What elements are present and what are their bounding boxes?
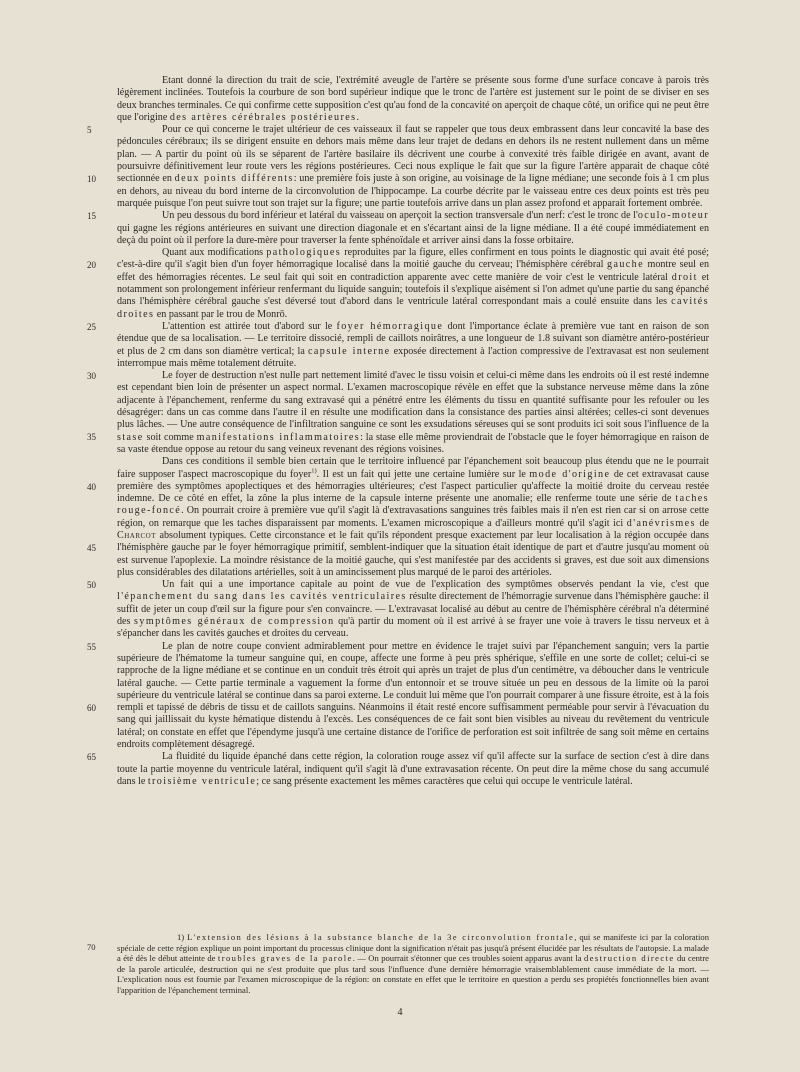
text-run: destruction directe: [583, 953, 675, 964]
text-run: . — On pourrait s'étonner que ces troubles soient apparus avant la: [352, 953, 584, 964]
text-run: oculo-moteur: [637, 210, 709, 222]
text-run: de cet extravasat cause première des symptômes apoplectiques et des hémorragies ultérieures; c'est l'aspect particulier qu'affecte la moitié droite du cerveau restée indemne. De ce côté en effet, la zône la plus interne de la capsule interne présente une anomalie; elle renferme toute une série de: [117, 468, 709, 505]
text-run: gauche: [607, 259, 644, 271]
text-run: . Il est un fait qui jette une certaine lumière sur le: [316, 468, 530, 480]
line-number: 5: [87, 125, 92, 135]
line-number: 60: [87, 702, 96, 713]
text-run: L'extension des lésions à la substance blanche de la 3e circonvolution frontale: [187, 932, 575, 942]
text-run: Charcot: [117, 529, 157, 541]
paragraph: [87, 210, 709, 247]
text-run: deux points différents: [174, 173, 294, 185]
footnote-ref: 1): [311, 467, 317, 475]
text-run: résulte directement de l'hémorragie survenue dans l'hémisphère gauche: il suffit de jeter un coup d'œil sur la figure pour s'en convaincre. — L'extravasat localisé au début au centre de l'hémisphère cérébral n'a déterminé des: [117, 591, 709, 628]
text-run: cavités droites: [117, 296, 709, 320]
text-run: : une première fois juste à son origine, au voisinage de la ligne médiane; une seconde fois à 1 cm plus en dehors, au niveau du bord interne de la circonvolution de l'hippocampe. La courbe décrite par le vaisseau entre ces deux points est très peu marquée puisque l'on peut suivre tout son trajet sur la figure; une partie toutefois arrive dans un plan assez profond et apparait fortement ombrée.: [117, 173, 710, 209]
line-number: 20: [87, 260, 96, 271]
footnote: [87, 932, 709, 996]
line-number: 45: [87, 543, 96, 554]
text-run: Dans ces conditions il semble bien certain que le territoire influencé par l'épanchement soit beaucoup plus étendu que ne le pourrait faire supposer l'aspect macroscopique du foyer: [117, 456, 709, 480]
text-run: 1): [177, 932, 188, 942]
text-run: montre seul en effet des hémorragies récentes. Le seul fait qui soit en contradiction apparente avec cette manière de voir c'est le ventricule latéral: [117, 259, 709, 283]
paragraph: [87, 370, 709, 456]
text-run: foyer hémorragique: [336, 320, 444, 332]
text-run: et notamment son prolongement inférieur renfermant du liquide sanguin; toutefois il s'explique aisément si l'on admet qu'une partie du sang épanché dans l'hémisphère cérébral gauche s'est déversé tout d'abord dans le ventricule latéral correspondant mais a coulé ensuite dans les: [117, 271, 709, 308]
paragraph: [87, 579, 709, 640]
text-run: Etant donné la direction du trait de scie, l'extrémité aveugle de l'artère se présente sous forme d'une surface concave à parois très légèrement inclinées. Toutefois la courbure de son bord supérieur indique que le tronc de l'artère est justement sur le point de se diviser en ses deux branches terminales. Ce qui confirme cette supposition c'est qu'au fond de la concavité on aperçoit de chaque côté, un orifice qui ne peut être que l'origine: [117, 75, 709, 123]
footnotes: [87, 932, 709, 996]
text-run: capsule interne: [308, 345, 391, 357]
text-run: en passant par le trou de Monrō.: [154, 308, 288, 320]
page-number: 4: [397, 1007, 403, 1018]
line-number: 40: [87, 482, 96, 493]
text-run: Pour ce qui concerne le trajet ultérieur de ces vaisseaux il faut se rappeler que tous deux embrassent dans leur concavité la base des pédoncules cérébraux; ils se dirigent ensuite en dehors mais même dans leur trajet de dedans en dehors ils ne restent nullement dans un même plan. — A partir du point où ils se séparent de l'artère basilaire ils décrivent une courbe à convexité très faible dirigée en avant, avant de poursuivre définitivement leur route vers les régions postérieures. Ceci nous explique le fait que sur la figure l'artère apparait de chaque côté sectionnée en: [117, 124, 709, 185]
line-number: 65: [87, 752, 96, 763]
paragraph: [87, 456, 709, 579]
text-run: .: [356, 111, 359, 123]
text-run: Le foyer de destruction n'est nulle part nettement limité d'avec le tissu voisin et celui-ci même dans les endroits où il est resté indemne est cependant bien loin de présenter un aspect normal. L'examen macroscopique révèle en effet que la substance nerveuse même dans la zône adjacente à l'épanchement, renferme du sang extravasé qui a pénétré entre les éléments du tissu en quantité suffisante pour les refouler ou les désagréger: dans un cas comme dans l'autre il en résulte une modification dans la consistance des parties ainsi altérées; celles-ci sont devenues plus lâches. — Une autre conséquence de l'infiltration sanguine ce sont les exsudations séreuses qui se sont produits ici soit sous l'influence de la: [117, 370, 709, 431]
paragraph: [87, 640, 709, 752]
text-run: Le plan de notre coupe convient admirablement pour mettre en évidence le trajet suivi par l'épanchement sanguin; vers la partie supérieure de l'hématome la tumeur sanguine qui, en coupe, affecte une forme à peu près sphérique, s'effile en une sorte de collet; celui-ci se rapproche de la ligne médiane et se continue en un conduit très étroit qui après un trajet de plus d'un centimètre, va déboucher dans le ventricule latéral gauche. — Cette partie terminale a vaguement la forme d'un entonnoir et se trouve située un peu en dessous de la limite où la paroi supérieure du ventricule latéral se continue dans sa paroi externe. Le conduit lui même que l'on pourrait comparer à une fissure étroite, est à la fois rempli et tapissé de débris de tissu et de caillots sanguins. Néanmoins il était resté encore suffisamment perméable pour servir à l'évacuation du sang qui jaillissait du kyste hématique distendu à l'excès. Les conséquences de ce fait sont bien visibles au niveau du revêtement du ventricule latéral; on constate en effet que l'épendyme jusqu'à une certaine distance de l'orifice de perforation est soit infiltrée de sang soit même en certains endroits complètement désagregé.: [117, 640, 709, 751]
text-run: dont l'importance éclate à première vue tant en raison de son étendue que de sa localisation. — Le territoire dissocié, rempli de caillots noirâtres, a une longueur de 1.8 suivant son diamètre antéro-postérieur et plus de 2 cm dans son diamètre vertical; la: [117, 320, 709, 357]
line-number: 15: [87, 211, 96, 222]
text-run: manifestations inflammatoires: [196, 431, 361, 443]
text-run: ; ce sang présente exactement les mêmes caractères que celui qui occupe le ventricule latéral.: [256, 775, 633, 787]
line-number: 30: [87, 371, 96, 382]
line-number: 35: [87, 432, 96, 443]
paragraph: [87, 751, 709, 788]
line-number: 50: [87, 580, 96, 591]
line-number: 55: [87, 641, 96, 652]
text-run: qu'à partir du moment où il est arrivé à se frayer une voie à travers le tissu nerveux et à s'épancher dans les cavités gauches et droites du cerveau.: [117, 616, 709, 640]
text-run: stase: [117, 431, 144, 443]
line-number: 70: [87, 942, 96, 952]
text-run: reproduites par la figure, elles confirment en tous points le diagnostic qui avait été posé; c'est-à-dire qu'il s'agit bien d'un foyer hémorragique localisé dans la moitié gauche du cerveau; l'hémisphère cérébral: [117, 247, 709, 271]
text-run: d'anévrismes: [626, 517, 696, 529]
text-run: , qui se manifeste ici par la coloration spéciale de cette région explique un point important du processus clinique dont la signification n'était pas jusqu'à présent élucidée par les résultats de l'autopsie. La malade a été dès le début atteinte de: [117, 932, 709, 964]
text-run: de: [695, 517, 709, 529]
text-run: exposée directement à l'action compressive de l'extravasat est non seulement interrompue mais même totalement détruite.: [117, 345, 709, 369]
text-run: La fluidité du liquide épanché dans cette région, la coloration rouge assez vif qu'il affecte sur la surface de section c'est à dire dans toute la partie moyenne du ventricule latéral, indiquent qu'il s'agit là d'une extravasation récente. On peut dire la même chose du sang accumulé dans le: [117, 751, 709, 787]
text-run: Un fait qui a une importance capitale au point de vue de l'explication des symptômes observés pendant la vie, c'est que: [162, 579, 709, 591]
text-run: troisième ventricule: [147, 775, 257, 787]
text-run: : la stase elle même proviendrait de l'obstacle que le foyer hémorragique en raison de sa vaste étendue oppose au retour du sang veineux revenant des régions voisines.: [117, 431, 709, 455]
text-run: soit comme: [143, 431, 197, 443]
line-number: 10: [87, 174, 96, 185]
paragraph: [87, 124, 710, 210]
text-run: du centre de la parole articulée, destruction qui ne s'est produite que plus tard sous l'influence d'une dernière hémorragie vraisemblablement cause immédiate de la mort. — L'explication nous est fournie par l'examen microscopique de la région: on constate en effet que le territoire en question a perdu ses propiétés fonctionnelles bien avant l'apparition de l'épanchement terminal.: [117, 953, 709, 995]
text-run: des artères cérébrales postérieures: [169, 111, 357, 123]
main-text: [87, 75, 710, 788]
paragraph: [117, 321, 709, 370]
text-run: mode d'origine: [529, 468, 611, 480]
text-run: absolument typiques. Cette circonstance et le fait qu'ils répondent presque exactement par leur localisation à la région occupée dans l'hémisphère gauche par le foyer hémorragique primitif, semblent-indiquer que la situation était identique de part et d'autre jusqu'au moment où est survenue l'apoplexie. La moindre résistance de la moitié gauche, qui s'est manifestée par des accidents si graves, est due soit aux dimensions plus considérables des dilatations artérielles, soit à un amincissement plus marqué de le paroi des artérioles.: [117, 529, 709, 578]
text-run: Un peu dessous du bord inférieur et latéral du vaisseau on aperçoit la section transversale d'un nerf: c'est le tronc de l': [162, 210, 638, 222]
paragraph: [87, 75, 709, 135]
text-run: Quant aux modifications: [162, 247, 267, 259]
text-run: droit: [671, 271, 698, 283]
text-run: symptômes généraux de compression: [134, 616, 335, 628]
text-run: pathologiques: [266, 247, 342, 259]
text-run: L'attention est attirée tout d'abord sur le: [162, 320, 337, 332]
text-run: taches rouge-foncé: [117, 493, 709, 517]
text-run: . On pourrait croire à première vue qu'il s'agit là d'extravasations sanguines très faibles mais il n'en est rien car si on arrose cette région, on remarque que les taches disparaissent par moments. L'examen microscopique a d'ailleurs montré qu'il s'agit ici: [117, 505, 709, 529]
line-number: 25: [87, 322, 96, 333]
text-run: qui gagne les régions antérieures en suivant une direction diagonale et en s'écartant ainsi de la ligne médiane. Il a été coupé immédiatement en deçà du point où il perfore la dure-mère pour traverser la fente sphénoïdale et arriver ainsi dans la fosse orbitaire.: [117, 222, 709, 246]
text-run: l'épanchement du sang dans les cavités ventriculaires: [117, 591, 407, 603]
text-run: troubles graves de la parole: [217, 953, 353, 964]
